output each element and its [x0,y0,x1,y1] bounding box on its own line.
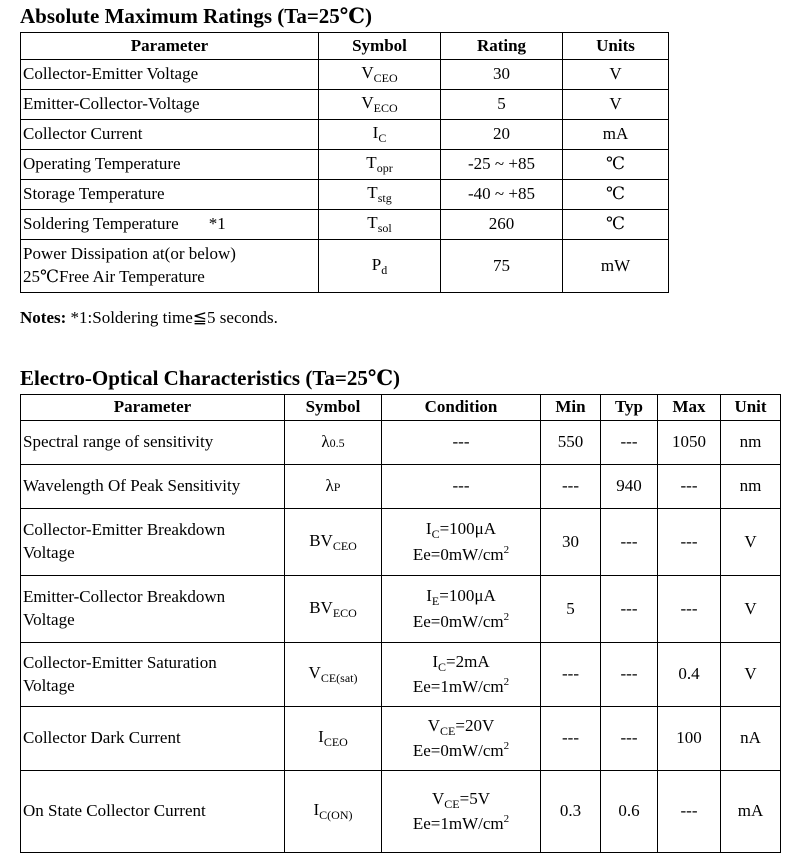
max-cell: --- [658,576,721,643]
symbol-cell: $T_{sol}$ [319,210,441,240]
min-cell: --- [541,465,601,509]
header-condition: Condition [382,395,541,421]
condition-cell: --- [382,465,541,509]
table-row [21,771,781,853]
min-cell: 0.3 [541,771,601,853]
header-parameter: Parameter [21,33,319,60]
header-symbol: Symbol [319,33,441,60]
unit-cell: nm [721,465,781,509]
table-row [21,240,669,293]
header-symbol: Symbol [285,395,382,421]
param-cell: Collector-Emitter Saturation Voltage [21,643,285,707]
table-row [21,509,781,576]
unit-cell: V [563,90,669,120]
symbol-cell: $V_{CE(sat)}$ [285,643,382,707]
param-cell: Storage Temperature [21,180,319,210]
header-unit: Unit [721,395,781,421]
param-cell: Wavelength Of Peak Sensitivity [21,465,285,509]
symbol-cell: $I_{C(ON)}$ [285,771,382,853]
min-cell: 550 [541,421,601,465]
max-cell: --- [658,465,721,509]
condition-cell: --- [382,421,541,465]
min-cell: --- [541,643,601,707]
symbol-cell: λP [285,465,382,509]
unit-cell: nm [721,421,781,465]
typ-cell: 0.6 [601,771,658,853]
rating-cell: 75 [441,240,563,293]
typ-cell: --- [601,707,658,771]
min-cell: 30 [541,509,601,576]
unit-cell: nA [721,707,781,771]
max-cell: 100 [658,707,721,771]
param-cell: Power Dissipation at(or below) 25℃Free Air Temperature [21,240,319,293]
unit-cell: mW [563,240,669,293]
param-cell: Collector Current [21,120,319,150]
table-header-row [21,395,781,421]
unit-cell: V [721,576,781,643]
param-cell: Emitter-Collector-Voltage [21,90,319,120]
rating-cell: -25 ~ +85 [441,150,563,180]
param-cell: Operating Temperature [21,150,319,180]
condition-cell: $V_{CE}=20V$ $Ee=0mW/cm^2$ [382,707,541,771]
table-row [21,643,781,707]
param-cell: Emitter-Collector Breakdown Voltage [21,576,285,643]
unit-cell: mA [721,771,781,853]
rating-cell: -40 ~ +85 [441,180,563,210]
max-cell: 0.4 [658,643,721,707]
rating-cell: 5 [441,90,563,120]
max-cell: --- [658,509,721,576]
rating-cell: 260 [441,210,563,240]
absolute-max-ratings-title: Absolute Maximum Ratings (Ta=25℃) [20,4,372,28]
symbol-cell: λ0.5 [285,421,382,465]
symbol-cell: $T_{opr}$ [319,150,441,180]
table-row [21,576,781,643]
header-parameter: Parameter [21,395,285,421]
table-row [21,465,781,509]
condition-cell: $V_{CE}=5V$ $Ee=1mW/cm^2$ [382,771,541,853]
param-cell: Soldering Temperature *1 [21,210,319,240]
symbol-cell: $BV_{ECO}$ [285,576,382,643]
unit-cell: mA [563,120,669,150]
typ-cell: --- [601,421,658,465]
symbol-cell: $T_{stg}$ [319,180,441,210]
rating-cell: 30 [441,60,563,90]
typ-cell: --- [601,509,658,576]
condition-cell: $I_E=100\mu A$ $Ee=0mW/cm^2$ [382,576,541,643]
table-row [21,421,781,465]
table-row [21,120,669,150]
param-cell: Collector Dark Current [21,707,285,771]
footnote-marker: *1 [208,214,226,234]
typ-cell: 940 [601,465,658,509]
header-units: Units [563,33,669,60]
unit-cell: ℃ [563,210,669,240]
unit-cell: V [721,643,781,707]
min-cell: 5 [541,576,601,643]
typ-cell: --- [601,576,658,643]
notes: Notes: *1:Soldering time≦5 seconds. [20,308,278,327]
param-cell: Collector-Emitter Voltage [21,60,319,90]
unit-cell: ℃ [563,180,669,210]
condition-cell: $I_C=2mA$ $Ee=1mW/cm^2$ [382,643,541,707]
table-header-row [21,33,669,60]
header-min: Min [541,395,601,421]
typ-cell: --- [601,643,658,707]
symbol-cell: $P_d$ [319,240,441,293]
symbol-cell: $V_{ECO}$ [319,90,441,120]
absolute-max-ratings-table [20,32,669,293]
header-max: Max [658,395,721,421]
rating-cell: 20 [441,120,563,150]
symbol-cell: $I_{CEO}$ [285,707,382,771]
electro-optical-table [20,394,781,853]
unit-cell: V [721,509,781,576]
table-row [21,90,669,120]
max-cell: 1050 [658,421,721,465]
electro-optical-title: Electro-Optical Characteristics (Ta=25℃) [20,366,401,390]
unit-cell: ℃ [563,150,669,180]
param-cell: Spectral range of sensitivity [21,421,285,465]
param-cell: Collector-Emitter Breakdown Voltage [21,509,285,576]
symbol-cell: $BV_{CEO}$ [285,509,382,576]
max-cell: --- [658,771,721,853]
table-row [21,707,781,771]
symbol-cell: $I_C$ [319,120,441,150]
header-rating: Rating [441,33,563,60]
param-cell: On State Collector Current [21,771,285,853]
min-cell: --- [541,707,601,771]
header-typ: Typ [601,395,658,421]
symbol-cell: $V_{CEO}$ [319,60,441,90]
table-row [21,60,669,90]
unit-cell: V [563,60,669,90]
table-row [21,180,669,210]
table-row [21,210,669,240]
condition-cell: $I_C=100\mu A$ $Ee=0mW/cm^2$ [382,509,541,576]
table-row [21,150,669,180]
